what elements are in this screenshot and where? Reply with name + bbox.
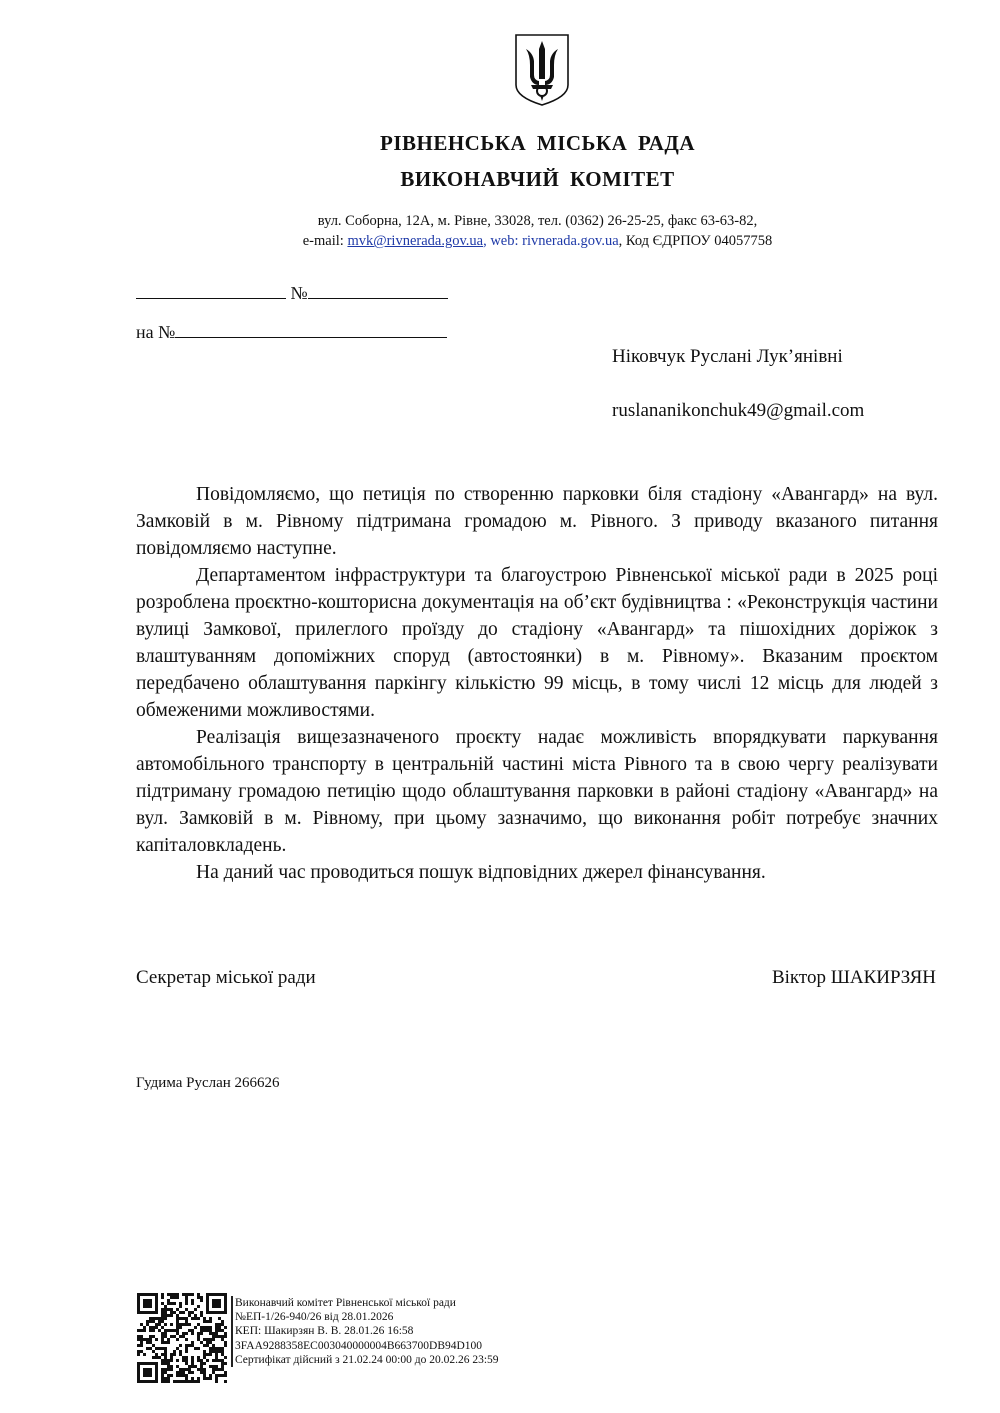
web-label: , web: bbox=[483, 233, 523, 249]
outgoing-registration-line bbox=[136, 283, 448, 304]
stamp-line: Сертифікат дійсний з 21.02.24 00:00 до 20.02.26 23:59 bbox=[235, 1353, 499, 1366]
e-signature-stamp bbox=[231, 1296, 499, 1367]
org-name: РІВНЕНСЬКА МІСЬКА РАДА bbox=[380, 131, 695, 155]
stamp-line: КЕП: Шакирзян В. В. 28.01.26 16:58 bbox=[235, 1325, 414, 1338]
org-department: ВИКОНАВЧИЙ КОМІТЕТ bbox=[400, 167, 675, 191]
paragraph: На даний час проводиться пошук відповідних джерел фінансування. bbox=[196, 862, 766, 883]
qr-code-icon bbox=[137, 1293, 227, 1383]
reply-label: на № bbox=[136, 322, 176, 342]
stamp-line: Виконавчий комітет Рівненської міської ради bbox=[235, 1297, 456, 1309]
paragraph: Повідомляємо, що петиція по створенню парковки біля стадіону «Авангард» на вул. Замковій в м. Рівному підтримана громадою м. Рівного. З приводу вказаного питання повідомляємо наступне. bbox=[136, 484, 938, 559]
signatory-name: Віктор ШАКИРЗЯН bbox=[771, 967, 936, 988]
email-label: e-mail: bbox=[302, 233, 348, 249]
org-email-link[interactable]: mvk@rivnerada.gov.ua bbox=[347, 233, 484, 249]
reply-to-registration-line bbox=[136, 322, 447, 343]
letter-body bbox=[136, 481, 938, 886]
paragraph: Реалізація вищезазначеного проєкту надає можливість впорядкувати паркування автомобільного транспорту в центральній частині міста Рівного та в свою чергу реалізувати підтриману громадою петицію щодо облаштування парковки в районі стадіону «Авангард» на вул. Замковій в м. Рівному, при цьому зазначимо, що виконання робіт потребує значних капіталовкладень. bbox=[136, 727, 938, 856]
stamp-line: 3FAA9288358EC003040000004B663700DB94D100 bbox=[235, 1339, 483, 1352]
org-web-link[interactable]: rivnerada.gov.ua bbox=[522, 233, 619, 249]
stamp-line: №ЕП-1/26-940/26 від 28.01.2026 bbox=[235, 1311, 394, 1324]
org-contacts bbox=[0, 231, 1000, 252]
date-blank bbox=[136, 284, 286, 299]
number-blank bbox=[308, 284, 448, 299]
signatory-role: Секретар міської ради bbox=[136, 967, 316, 988]
executor-info: Гудима Руслан 266626 bbox=[136, 1075, 280, 1091]
recipient-name: Ніковчук Руслані Лук’янівні bbox=[612, 346, 843, 367]
edrpou-code: , Код ЄДРПОУ 04057758 bbox=[618, 233, 773, 249]
org-address: вул. Соборна, 12А, м. Рівне, 33028, тел. (0362) 26-25-25, факс 63-63-82, bbox=[317, 213, 758, 229]
coat-of-arms-icon bbox=[514, 33, 570, 107]
number-sign: № bbox=[290, 283, 308, 303]
recipient-email: ruslananikonchuk49@gmail.com bbox=[612, 400, 865, 421]
paragraph: Департаментом інфраструктури та благоустрою Рівненської міської ради в 2025 році розроблена проєктно-кошторисна документація на об’єкт будівництва : «Реконструкція частини вулиці Замкової, прилеглого проїзду до стадіону «Авангард» та пішохідних доріжок з влаштуванням допоміжних споруд (автостоянки) в м. Рівному». Вказаним проєктом передбачено облаштування паркінгу кількістю 99 місць, в тому числі 12 місць для людей з обмеженими можливостями. bbox=[136, 565, 938, 721]
reply-number-blank bbox=[175, 323, 447, 338]
